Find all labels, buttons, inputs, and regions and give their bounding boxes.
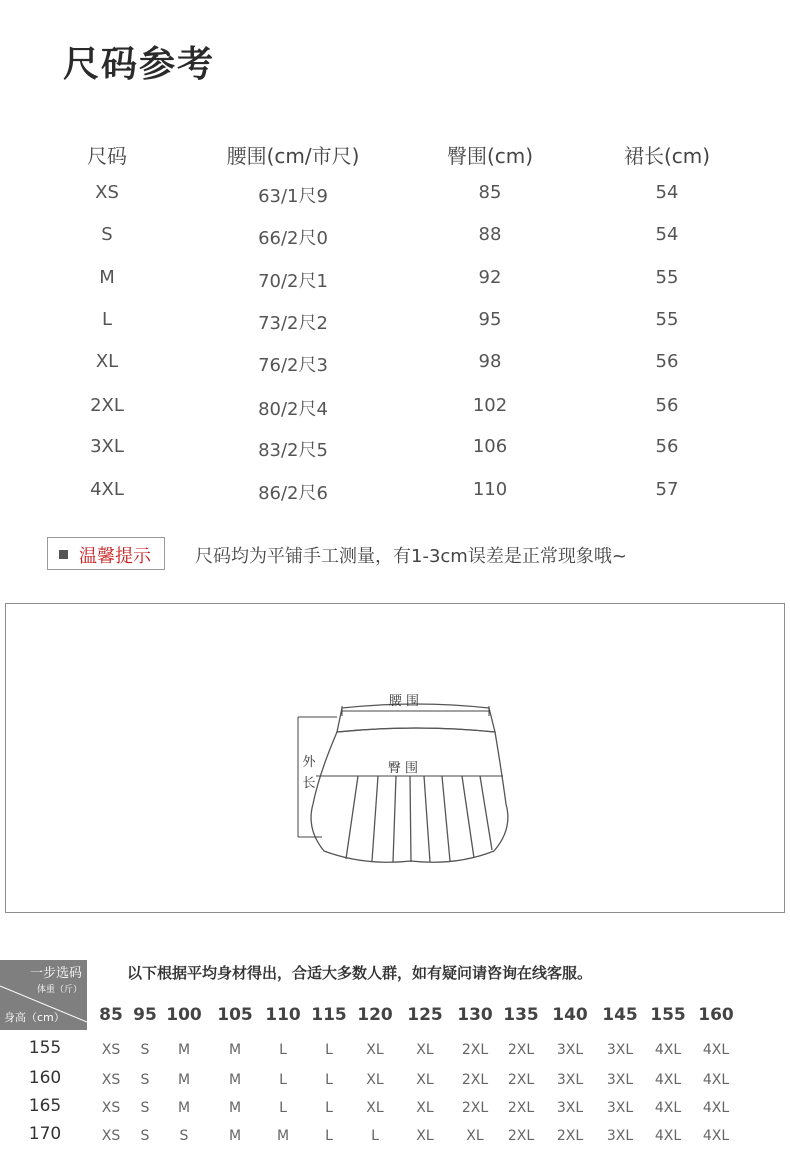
recommended-size-cell: XL [366, 1072, 384, 1088]
recommended-size-cell: 2XL [507, 1042, 535, 1058]
recommended-size-cell: 3XL [606, 1128, 634, 1144]
weight-header: 160 [698, 1005, 734, 1025]
recommended-size-cell: 2XL [507, 1072, 535, 1088]
recommended-size-cell: L [325, 1072, 333, 1088]
hip-cell: 95 [478, 309, 502, 330]
tip-label: 温馨提示 [79, 546, 151, 567]
hip-cell: 85 [478, 182, 502, 203]
length-cell: 55 [655, 309, 679, 330]
waist-cell: 66/2尺0 [258, 228, 328, 249]
waist-label: 腰 围 [388, 694, 420, 709]
weight-axis-label: 体重（斤） [36, 985, 82, 995]
weight-header: 130 [457, 1005, 493, 1025]
size-header: 尺码 [87, 144, 127, 168]
size-cell: M [99, 267, 115, 288]
recommended-size-cell: XS [101, 1128, 121, 1144]
table-row [0, 267, 790, 297]
hip-cell: 88 [478, 224, 502, 245]
recommended-size-cell: XS [101, 1042, 121, 1058]
length-label-2: 长 [302, 776, 316, 791]
recommended-size-cell: L [371, 1128, 379, 1144]
recommended-size-cell: XL [416, 1100, 434, 1116]
skirt-pleat [393, 776, 396, 862]
waist-cell: 86/2尺6 [258, 483, 328, 504]
recommended-size-cell: 4XL [654, 1072, 682, 1088]
corner-title: 一步选码 [29, 966, 82, 981]
skirt-pleat [462, 776, 474, 858]
height-header: 165 [28, 1096, 62, 1116]
length-cell: 56 [655, 436, 679, 457]
recommendation-corner [0, 960, 87, 1030]
hip-cell: 110 [472, 479, 508, 500]
hip-cell: 92 [478, 267, 502, 288]
weight-header: 95 [133, 1005, 157, 1025]
weight-header: 145 [602, 1005, 638, 1025]
size-cell: 3XL [90, 436, 124, 457]
recommended-size-cell: M [228, 1128, 242, 1144]
recommendation-note: 以下根据平均身材得出，合适大多数人群，如有疑问请咨询在线客服。 [127, 964, 593, 982]
recommended-size-cell: 3XL [606, 1100, 634, 1116]
weight-header: 115 [311, 1005, 347, 1025]
recommended-size-cell: 4XL [702, 1042, 730, 1058]
length-cell: 56 [655, 395, 679, 416]
recommended-size-cell: S [140, 1128, 150, 1144]
recommended-size-cell: XS [101, 1100, 121, 1116]
waist-cell: 80/2尺4 [258, 399, 328, 420]
recommended-size-cell: 3XL [606, 1072, 634, 1088]
waist-header: 腰围(cm/市尺) [226, 144, 360, 168]
height-header: 155 [28, 1038, 62, 1058]
recommended-size-cell: 4XL [702, 1128, 730, 1144]
length-cell: 57 [655, 479, 679, 500]
recommended-size-cell: M [228, 1042, 242, 1058]
recommended-size-cell: L [325, 1042, 333, 1058]
skirt-pleat [480, 776, 492, 850]
recommended-size-cell: 4XL [654, 1042, 682, 1058]
recommended-size-cell: 2XL [461, 1072, 489, 1088]
tip-text: 尺码均为平铺手工测量，有1-3cm误差是正常现象哦~ [195, 546, 627, 567]
recommended-size-cell: 2XL [461, 1042, 489, 1058]
recommended-size-cell: S [140, 1072, 150, 1088]
waist-cell: 63/1尺9 [258, 186, 328, 207]
table-row [0, 479, 790, 509]
hip-cell: 102 [472, 395, 508, 416]
measurement-diagram [5, 603, 785, 913]
recommended-size-cell: M [177, 1042, 191, 1058]
waist-cell: 70/2尺1 [258, 271, 328, 292]
recommended-size-cell: 4XL [654, 1128, 682, 1144]
recommended-size-cell: S [179, 1128, 189, 1144]
square-bullet-icon [59, 550, 68, 559]
weight-header: 100 [166, 1005, 202, 1025]
weight-header: 110 [265, 1005, 301, 1025]
recommended-size-cell: 2XL [461, 1100, 489, 1116]
recommended-size-cell: XL [416, 1128, 434, 1144]
hip-cell: 98 [478, 351, 502, 372]
recommended-size-cell: 4XL [702, 1072, 730, 1088]
recommended-size-cell: 2XL [507, 1100, 535, 1116]
size-cell: 4XL [90, 479, 124, 500]
length-cell: 55 [655, 267, 679, 288]
table-row [0, 395, 790, 425]
recommended-size-cell: 3XL [606, 1042, 634, 1058]
size-cell: S [101, 224, 113, 245]
waist-cell: 83/2尺5 [258, 440, 328, 461]
recommended-size-cell: L [279, 1072, 287, 1088]
size-cell: XL [95, 351, 119, 372]
skirt-pleat [372, 776, 378, 861]
size-cell: 2XL [90, 395, 124, 416]
weight-header: 120 [357, 1005, 393, 1025]
recommended-size-cell: S [140, 1042, 150, 1058]
skirt-pleat [410, 776, 411, 862]
hip-cell: 106 [472, 436, 508, 457]
recommended-size-cell: L [325, 1100, 333, 1116]
size-cell: XS [95, 182, 119, 203]
recommended-size-cell: S [140, 1100, 150, 1116]
recommended-size-cell: M [177, 1072, 191, 1088]
height-axis-label: 身高（cm） [4, 1011, 65, 1024]
recommended-size-cell: M [276, 1128, 290, 1144]
skirt-pleat [424, 776, 430, 862]
weight-header: 105 [217, 1005, 253, 1025]
recommended-size-cell: L [279, 1100, 287, 1116]
recommended-size-cell: XS [101, 1072, 121, 1088]
length-cell: 54 [655, 224, 679, 245]
waist-cell: 73/2尺2 [258, 313, 328, 334]
length-cell: 56 [655, 351, 679, 372]
weight-header: 125 [407, 1005, 443, 1025]
recommended-size-cell: L [325, 1128, 333, 1144]
recommended-size-cell: XL [366, 1042, 384, 1058]
skirt-outline [311, 728, 508, 862]
size-table-header [0, 140, 790, 170]
recommended-size-cell: XL [416, 1042, 434, 1058]
weight-header: 140 [552, 1005, 588, 1025]
recommended-size-cell: 4XL [654, 1100, 682, 1116]
weight-header: 135 [503, 1005, 539, 1025]
recommended-size-cell: M [177, 1100, 191, 1116]
table-row [0, 182, 790, 212]
table-row [0, 351, 790, 381]
table-row [0, 224, 790, 254]
recommended-size-cell: M [228, 1072, 242, 1088]
recommended-size-cell: XL [416, 1072, 434, 1088]
hip-header: 臀围(cm) [446, 144, 534, 168]
skirt-illustration [6, 604, 784, 912]
recommended-size-cell: 2XL [556, 1128, 584, 1144]
page-title: 尺码参考 [63, 44, 216, 85]
length-label-1: 外 [302, 755, 316, 770]
waist-cell: 76/2尺3 [258, 355, 328, 376]
recommended-size-cell: 3XL [556, 1042, 584, 1058]
skirt-pleat [346, 776, 358, 859]
height-header: 160 [28, 1068, 62, 1088]
tip-badge [47, 537, 165, 570]
skirt-pleat [442, 776, 450, 861]
recommended-size-cell: XL [466, 1128, 484, 1144]
hip-label: 臀 围 [387, 761, 419, 776]
recommended-size-cell: 3XL [556, 1072, 584, 1088]
height-header: 170 [28, 1124, 62, 1144]
weight-header: 155 [650, 1005, 686, 1025]
length-header: 裙长(cm) [623, 144, 711, 168]
recommended-size-cell: 2XL [507, 1128, 535, 1144]
recommended-size-cell: 3XL [556, 1100, 584, 1116]
recommended-size-cell: 4XL [702, 1100, 730, 1116]
recommended-size-cell: XL [366, 1100, 384, 1116]
size-cell: L [101, 309, 113, 330]
recommended-size-cell: L [279, 1042, 287, 1058]
recommended-size-cell: M [228, 1100, 242, 1116]
weight-header: 85 [99, 1005, 123, 1025]
table-row [0, 436, 790, 466]
length-cell: 54 [655, 182, 679, 203]
table-row [0, 309, 790, 339]
